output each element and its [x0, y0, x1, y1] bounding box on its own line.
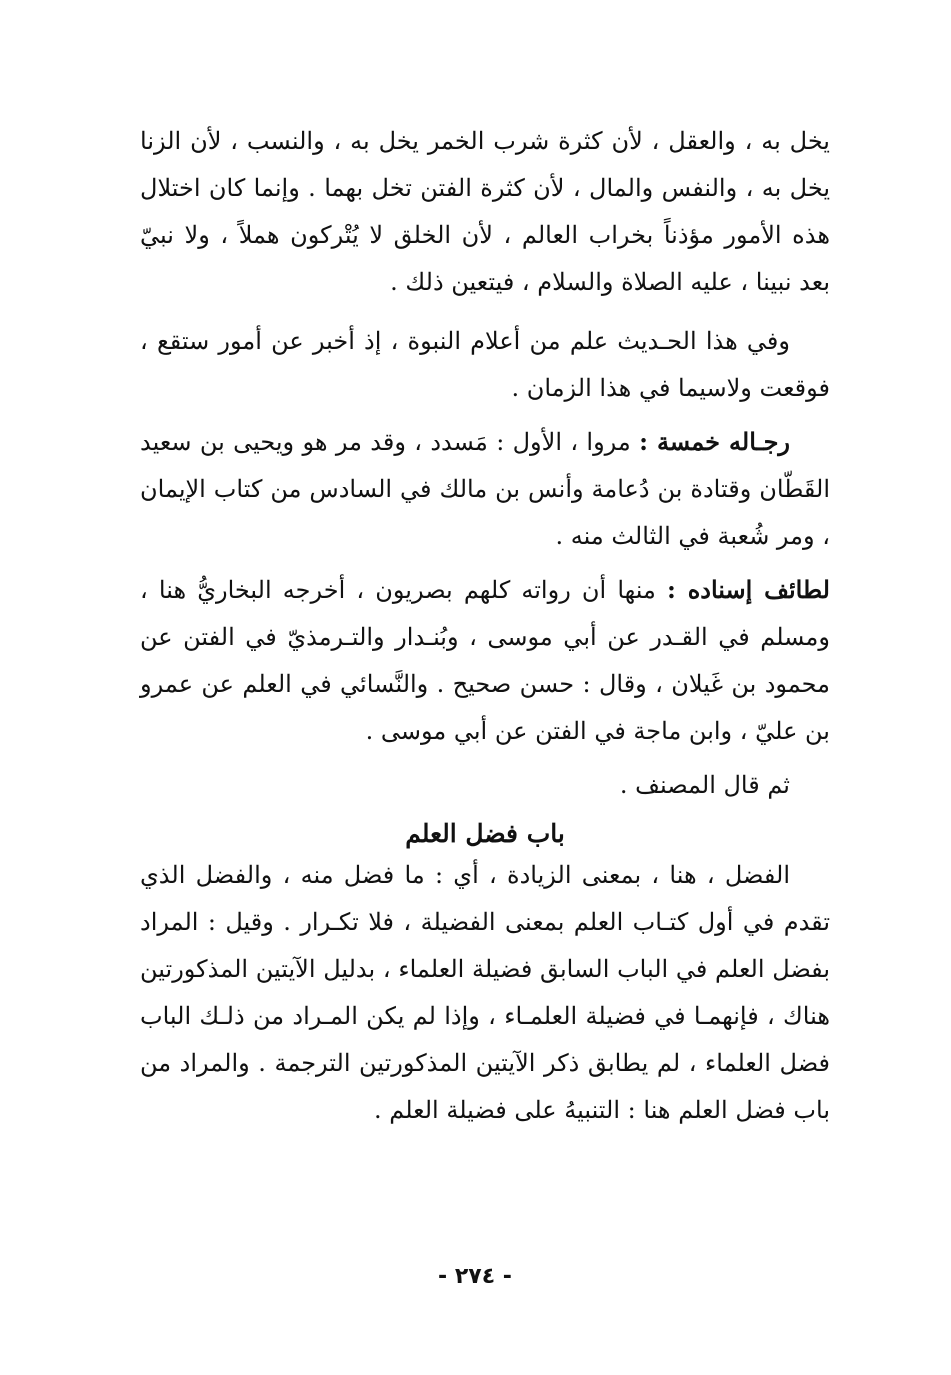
paragraph-5-text: ثم قال المصنف . [619, 771, 790, 799]
paragraph-2 [140, 318, 830, 412]
narrators-lead: رجـاله خمسة : [639, 427, 790, 456]
paragraph-2-text: وفي هذا الحـديث علم من أعلام النبوة ، إذ أخبر عن أمور ستقع ، فوقعت ولاسيما في هذا الزمان . [140, 327, 830, 402]
isnad-lead: لطائف إسناده : [666, 575, 830, 604]
paragraph-3-text [140, 418, 830, 560]
paragraph-3 [140, 418, 830, 560]
paragraph-4 [140, 566, 830, 755]
paragraph-1 [140, 118, 830, 306]
page-number: - ٢٧٤ - [438, 1264, 512, 1289]
paragraph-6 [140, 852, 830, 1134]
narrators-body: مروا ، الأول : مَسدد ، وقد مر هو ويحيى بن سعيد القَطّان وقتادة بن دُعامة وأنس بن مالك في السادس من كتاب الإيمان ، ومر شُعبة في الثالث منه . [140, 428, 830, 550]
paragraph-6-text: الفضل ، هنا ، بمعنى الزيادة ، أي : ما فضل منه ، والفضل الذي تقدم في أول كتـاب العلم بمعنى الفضيلة ، فلا تكـرار . وقيل : المراد بفضل العلم في الباب السابق فضيلة العلماء ، بدليل الآيتين المذكورتين هناك ، فإنهمـا في فضيلة العلمـاء ، وإذا لم يكن المـراد من ذلـك الباب فضل العلماء ، لم يطابق ذكر الآيتين المذكورتين الترجمة . والمراد من باب فضل العلم هنا : التنبيهُ على فضيلة العلم . [140, 861, 830, 1124]
paragraph-1-text: يخل به ، والعقل ، لأن كثرة شرب الخمر يخل به ، والنسب ، لأن الزنا يخل به ، والنفس والمال ، لأن كثرة الفتن تخل بهما . وإنما كان اختلال هذه الأمور مؤذناً بخراب العالم ، لأن الخلق لا يُتْركون هملاً ، ولا نبيّ بعد نبينا ، عليه الصلاة والسلام ، فيتعين ذلك . [140, 127, 830, 296]
paragraph-5 [140, 762, 830, 809]
chapter-heading: باب فضل العلم [405, 819, 565, 848]
paragraph-4-text [140, 566, 830, 755]
isnad-body: منها أن رواته كلهم بصريون ، أخرجه البخاريُّ هنا ، ومسلم في القـدر عن أبي موسى ، وبُنـدار والتـرمذيّ في الفتن عن محمود بن غَيلان ، وقال : حسن صحيح . والنَّسائي في العلم عن عمرو بن عليّ ، وابن ماجة في الفتن عن أبي موسى . [140, 576, 831, 745]
